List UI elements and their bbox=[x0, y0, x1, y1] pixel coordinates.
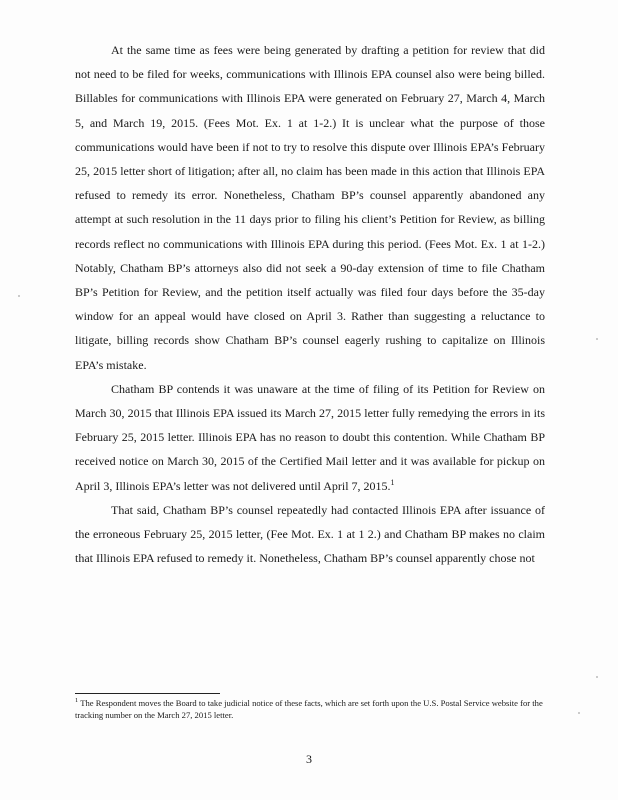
scan-speck bbox=[596, 338, 598, 340]
scan-speck bbox=[18, 295, 20, 297]
footnote-text: The Respondent moves the Board to take judicial notice of these facts, which are set forth upon the U.S. Postal Service website for the tracking number on the March 27, 2015 letter. bbox=[75, 698, 543, 720]
body-text bbox=[75, 38, 545, 570]
paragraph-counsel-contacted: That said, Chatham BP’s counsel repeatedly had contacted Illinois EPA after issuance of the erroneous February 25, 2015 letter, (Fee Mot. Ex. 1 at 1 2.) and Chatham BP makes no claim that Illinois EPA refused to remedy it. Nonetheless, Chatham BP’s counsel apparently chose not bbox=[75, 502, 545, 566]
footnote-reference: 1 bbox=[390, 477, 395, 487]
scan-speck bbox=[578, 712, 580, 714]
page-number: 3 bbox=[306, 752, 312, 766]
footnote bbox=[75, 697, 545, 721]
footnote-separator bbox=[75, 693, 220, 694]
paragraph-unaware-text: Chatham BP contends it was unaware at the time of filing of its Petition for Review on March 30, 2015 that Illinois EPA issued its March 27, 2015 letter fully remedying the errors in its February 25, 2015 letter. Illinois EPA has no reason to doubt this contention. While Chatham BP received notice on March 30, 2015 of the Certified Mail letter and it was available for pickup on April 3, Illinois EPA’s letter was not delivered until April 7, 2015. bbox=[75, 381, 545, 493]
scan-speck bbox=[596, 676, 598, 678]
paragraph-unaware-of-letter bbox=[75, 377, 545, 498]
footnote-number: 1 bbox=[75, 697, 79, 705]
paragraph-fees-billing: At the same time as fees were being generated by drafting a petition for review that did not need to be filed for weeks, communications with Illinois EPA counsel also were being billed. Billables for communications with Illinois EPA were generated on February 27, March 4, March 5, and March 19, 2015. (Fees Mot. Ex. 1 at 1-2.) It is unclear what the purpose of those communications would have been if not to try to resolve this dispute over Illinois EPA’s February 25, 2015 letter short of litigation; after all, no claim has been made in this action that Illinois EPA refused to remedy its error. Nonetheless, Chatham BP’s counsel apparently abandoned any attempt at such resolution in the 11 days prior to filing his client’s Petition for Review, as billing records reflect no communications with Illinois EPA during this period. (Fees Mot. Ex. 1 at 1-2.) Notably, Chatham BP’s attorneys also did not seek a 90-day extension of time to file Chatham BP’s Petition for Review, and the petition itself actually was filed four days before the 35-day window for an appeal would have closed on April 3. Rather than suggesting a reluctance to litigate, billing records show Chatham BP’s counsel eagerly rushing to capitalize on Illinois EPA’s mistake. bbox=[75, 43, 545, 372]
